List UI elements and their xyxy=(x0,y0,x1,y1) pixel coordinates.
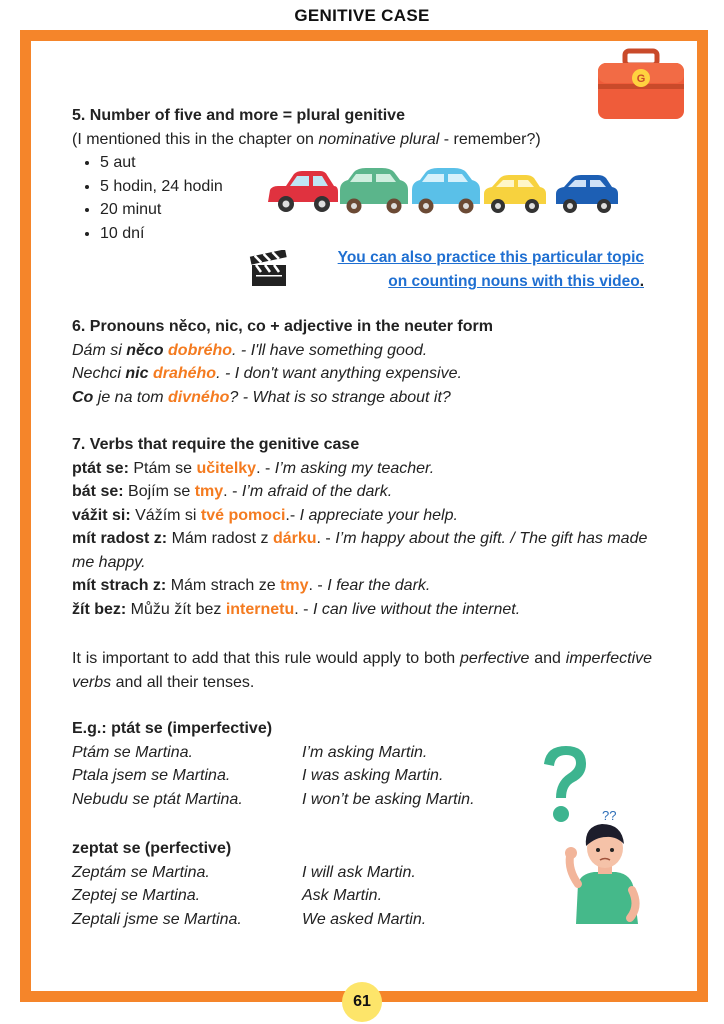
table-cell: Zeptali jsme se Martina. xyxy=(72,910,242,928)
list-item: • 10 dní xyxy=(100,222,652,246)
clapperboard-icon xyxy=(248,250,290,288)
cars-illustration xyxy=(264,166,624,220)
table-cell: Nebudu se ptát Martina. xyxy=(72,790,243,808)
list-item: • 5 aut xyxy=(100,151,652,175)
verb-line: bát se: Bojím se tmy. - I’m afraid of the dark. xyxy=(72,483,393,500)
video-link[interactable]: You can also practice this particular topic on counting nouns with this video. xyxy=(338,246,644,294)
video-link-line1[interactable]: You can also practice this particular topic xyxy=(337,249,644,266)
perfective-heading: zeptat se (perfective) xyxy=(72,840,232,857)
table-cell: I was asking Martin. xyxy=(302,767,444,784)
verb-line: mít strach z: Mám strach ze tmy. - I fear the dark. xyxy=(72,577,431,594)
table-cell: Ask Martin. xyxy=(302,887,383,904)
table-cell: I’m asking Martin. xyxy=(302,743,428,761)
list-item: • 5 hodin, 24 hodin xyxy=(100,175,652,199)
rule-paragraph: It is important to add that this rule would apply to both perfective and imperfective verbs and all their tenses. xyxy=(72,650,653,691)
section-7 xyxy=(72,433,652,621)
verb-line: vážit si: Vážím si tvé pomoci.- I appreciate your help. xyxy=(72,506,458,524)
yellow-car-icon xyxy=(484,175,546,213)
confused-boy-illustration xyxy=(560,806,646,928)
confused-marks: ?? xyxy=(602,808,617,823)
verb-line: žít bez: Můžu žít bez internetu. - I can live without the internet. xyxy=(72,600,521,618)
table-cell: We asked Martin. xyxy=(302,910,427,928)
section-6-heading: 6. Pronouns něco, nic, co + adjective in the neuter form xyxy=(72,318,493,335)
section-5-intro: (I mentioned this in the chapter on nominative plural - remember?) xyxy=(72,130,541,148)
bag-letter: G xyxy=(636,73,646,85)
navy-car-icon xyxy=(556,175,618,213)
example-sentence: Dám si něco dobrého. - I'll have something good. xyxy=(72,341,428,359)
table-cell: Ptám se Martina. xyxy=(72,743,193,761)
table-cell: I won’t be asking Martin. xyxy=(302,790,475,808)
table-cell: Ptala jsem se Martina. xyxy=(72,767,231,784)
section-7-heading: 7. Verbs that require the genitive case xyxy=(72,436,360,453)
verb-line: ptát se: Ptám se učitelky. - I’m asking my teacher. xyxy=(72,459,435,477)
green-car-icon xyxy=(340,168,408,214)
list-item: • 20 minut xyxy=(100,198,652,222)
section-5-heading: 5. Number of five and more = plural genitive xyxy=(72,107,405,124)
verb-line: mít radost z: Mám radost z dárku. - I’m happy about the gift. / The gift has made me happy. xyxy=(72,530,648,571)
imperfective-heading: E.g.: ptát se (imperfective) xyxy=(72,720,273,737)
section-6 xyxy=(72,315,652,409)
page-title: GENITIVE CASE xyxy=(294,6,430,25)
table-cell: I will ask Martin. xyxy=(302,863,416,881)
table-cell: Zeptej se Martina. xyxy=(72,887,201,904)
video-link-line2[interactable]: on counting nouns with this video xyxy=(388,273,640,290)
blue-car-icon xyxy=(412,168,480,214)
red-car-icon xyxy=(268,171,338,212)
table-cell: Zeptám se Martina. xyxy=(72,863,210,881)
page-number: 61 xyxy=(342,982,382,1022)
example-sentence: Co je na tom divného? - What is so strange about it? xyxy=(72,388,451,406)
example-sentence: Nechci nic drahého. - I don't want anything expensive. xyxy=(72,365,462,382)
